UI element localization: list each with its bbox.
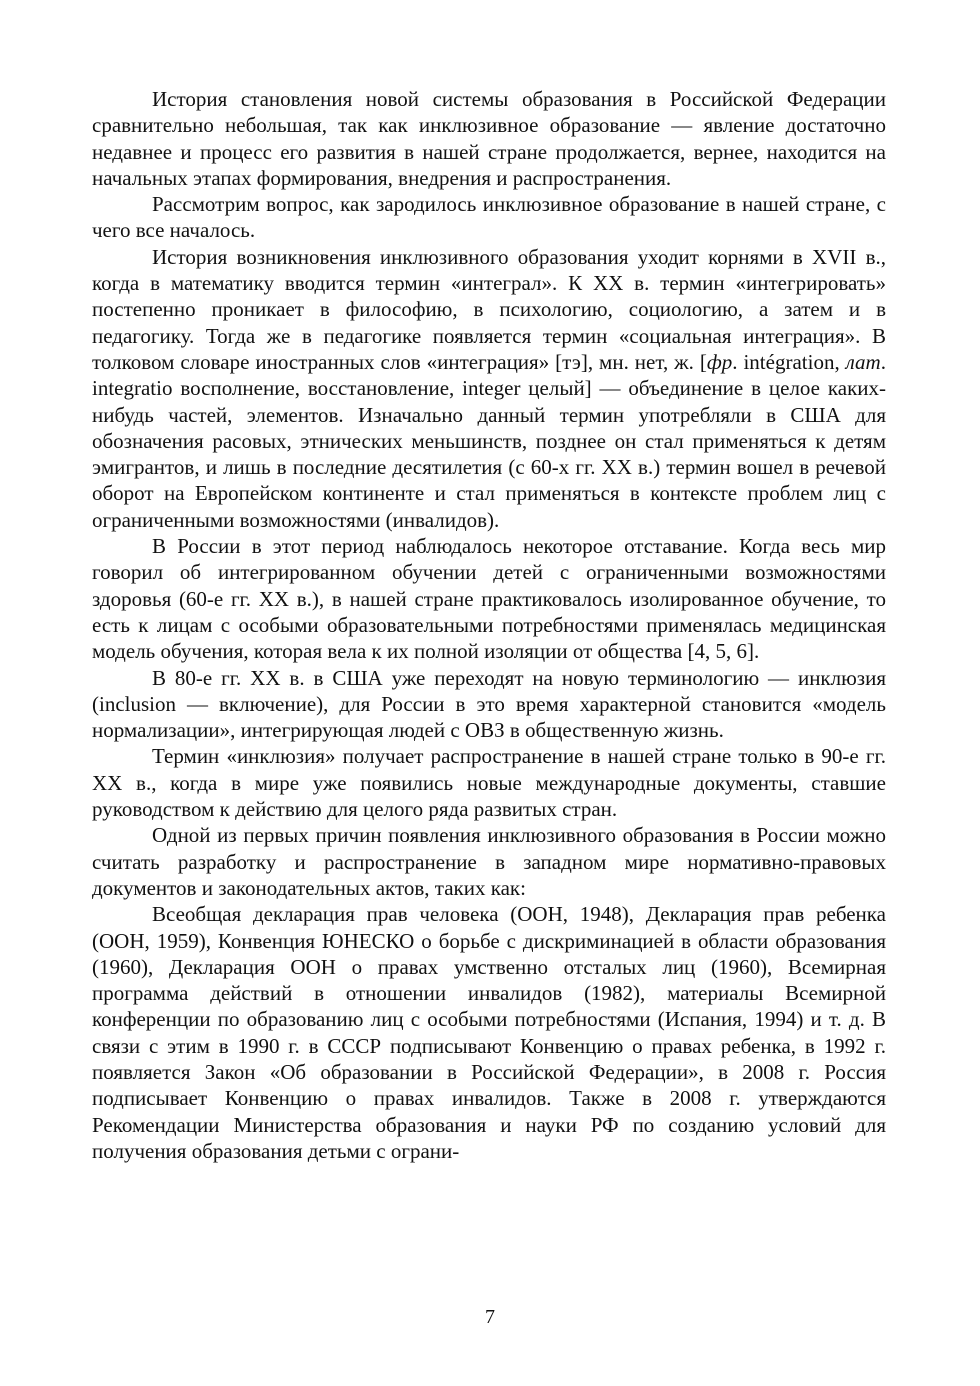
paragraph-inclusion-90s: Термин «инклюзия» получает распространение в нашей стране только в 90-е гг. XX в., когда в мире уже появились новые международные документы, ставшие руководством к действию для целого ряда развитых стран. [92, 744, 886, 822]
paragraph-first-reasons: Одной из первых причин появления инклюзивного образования в России можно считать разработку и распространение в западном мире нормативно-правовых документов и законодательных актов, таких как: [92, 823, 886, 900]
paragraph-russia-lag: В России в этот период наблюдалось некоторое отставание. Когда весь мир говорил об интегрированном обучении детей с ограниченными возможностями здоровья (60-е гг. XX в.), в нашей стране практиковалось изолированное обучение, то есть к лицам с особыми образовательными потребностями применялась медицинская модель обучения, которая вела к их полной изоляции от общества [4, 5, 6]. [92, 534, 886, 664]
page-number: 7 [485, 1306, 495, 1328]
page-body [92, 86, 886, 1164]
paragraph-inclusion-80s: В 80-е гг. XX в. в США уже переходят на новую терминологию — инклюзия (inclusion — включение), для России в это время характерной становится «модель нормализации», интегрирующая людей с ОВЗ в общественную жизнь. [92, 665, 886, 743]
paragraph-question: Рассмотрим вопрос, как зародилось инклюзивное образование в нашей стране, с чего все началось. [92, 192, 886, 243]
paragraph-integration-origin: История возникновения инклюзивного образования уходит корнями в XVII в., когда в математику вводится термин «интеграл». К XX в. термин «интегрировать» постепенно проникает в философию, в психологию, социологию, а затем и в педагогику. Тогда же в педагогике появляется термин «социальная интеграция». В толковом словаре иностранных слов «интеграция» [тэ], мн. нет, ж. [фр. intégration, лат. integratio восполнение, восстановление, integer целый] — объединение в целое каких-нибудь частей, элементов. Изначально данный термин употребляли в США для обозначения расовых, этнических меньшинств, позднее он стал применяться к детям эмигрантов, и лишь в последние десятилетия (с 60-х гг. XX в.) термин вошел в речевой оборот на Европейском континенте и стал применяться в контексте проблем лиц с ограниченными возможностями (инвалидов). [92, 244, 886, 532]
paragraph-history-intro: История становления новой системы образования в Российской Федерации сравнительно небольшая, так как инклюзивное образование — явление достаточно недавнее и процесс его развития в нашей стране продолжается, вернее, находится на начальных этапах формирования, внедрения и распространения. [92, 87, 886, 190]
paragraph-documents-list: Всеобщая декларация прав человека (ООН, 1948), Декларация прав ребенка (ООН, 1959), Конвенция ЮНЕСКО о борьбе с дискриминацией в области образования (1960), Декларация ООН о правах умственно отсталых лиц (1960), Всемирная программа действий в отношении инвалидов (1982), материалы Всемирной конференции по образованию лиц с особыми потребностями (Испания, 1994) и т. д. В связи с этим в 1990 г. в СССР подписывают Конвенцию о правах ребенка, в 1992 г. появляется Закон «Об образовании в Российской Федерации», в 2008 г. Россия подписывает Конвенцию о правах инвалидов. Также в 2008 г. утверждаются Рекомендации Министерства образования и науки РФ по созданию условий для получения образования детьми с ограни- [92, 902, 886, 1163]
